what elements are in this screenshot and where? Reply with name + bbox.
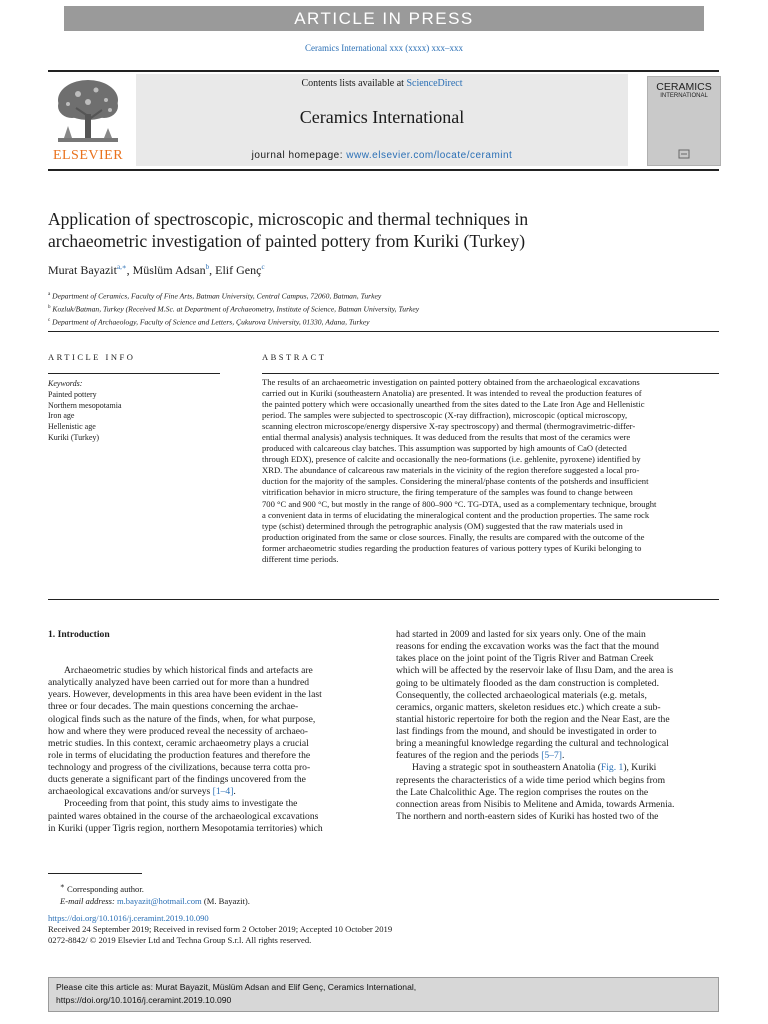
- article-title: [48, 208, 688, 252]
- cover-emblem-icon: [678, 149, 690, 159]
- body-line: connection areas from Nisibis to Melitene and Amida, towards Armenia.: [396, 798, 675, 810]
- email-owner: (M. Bayazit).: [201, 896, 250, 907]
- elsevier-wordmark: ELSEVIER: [52, 148, 124, 163]
- abstract-rule: [262, 373, 719, 374]
- body-line: Proceeding from that point, this study aims to investigate the: [64, 798, 298, 810]
- article-in-press-banner: ARTICLE IN PRESS: [64, 6, 704, 31]
- header-rule-top: [48, 70, 719, 72]
- keyword-item: Hellenistic age: [48, 422, 96, 432]
- abstract-line: former archaeometric studies regarding the production features of various pottery types of Kuriki belonging to: [262, 542, 642, 553]
- email-label: E-mail address:: [60, 896, 117, 907]
- abstract-heading: ABSTRACT: [262, 352, 327, 362]
- abstract-line: the painted pottery which were occasionally unearthed from the sites dated to the Late Iron Age and Hellenistic: [262, 399, 645, 410]
- body-line: last findings from the mound, and should be investigated in order to: [396, 726, 657, 737]
- abstract-line: ential thermal analysis) analysis techniques. It was deduced from the results that most of the ceramics were: [262, 432, 631, 443]
- body-line: painted wares obtained in the course of the archaeological excavations: [48, 810, 319, 822]
- body-line: how and where they were produced reveal the necessity of archaeo-: [48, 725, 308, 737]
- author-name[interactable]: Murat Bayazit: [48, 263, 117, 277]
- email-note: [48, 895, 688, 907]
- cover-title: CERAMICS: [656, 81, 712, 93]
- author-list: Murat Bayazit$^{a,∗}$, Müslüm Adsan$^b$, Elif Genç$^c$: [48, 263, 265, 277]
- body-line: which will be affected by the reservoir lake of Ilısu Dam, and the area is: [396, 665, 674, 677]
- affiliation-item: [48, 315, 708, 328]
- body-line: the Late Chalcolithic Age. The region comprises the routes on the: [396, 786, 649, 798]
- cite-text: [56, 981, 706, 1006]
- title-line-1: Application of spectroscopic, microscopic and thermal techniques in: [48, 209, 529, 229]
- keywords-block: [48, 379, 220, 444]
- header-rule-bottom: [48, 169, 719, 171]
- body-line: analytically analyzed have been carried out for more than a hundred: [48, 677, 310, 689]
- title-line-2: archaeometric investigation of painted pottery from Kuriki (Turkey): [48, 231, 526, 251]
- section-heading: 1. Introduction: [48, 629, 110, 640]
- body-line: stantial historic repertoire for both the region and the Near East, are the: [396, 713, 670, 725]
- keywords-label: Keywords:: [48, 379, 83, 388]
- footnotes: [48, 880, 688, 907]
- abstract-line: different time periods.: [262, 553, 339, 564]
- abstract-line: The results of an archaeometric investigation on painted pottery obtained from the archaeological excavations: [262, 377, 640, 387]
- affiliation-mark: a: [48, 292, 51, 297]
- body-line: ological finds such as the nature of the finds, when, for what purpose,: [48, 713, 316, 725]
- body-text: ), Kuriki: [623, 762, 657, 774]
- body-line: [396, 762, 719, 774]
- author-affiliation-mark[interactable]: a,∗: [116, 263, 127, 271]
- email-link[interactable]: m.bayazit@hotmail.com: [116, 896, 202, 907]
- abstract-line: duction for the majority of the samples. Considering the mineral/phase contents of the potsherds and insufficient: [262, 476, 649, 487]
- abstract-line: production originated from the same or close sources. Finally, the results are compared with the outcome of the: [262, 531, 645, 542]
- abstract-line: produced with calcareous clay batches. This assumption was supported by high amounts of CaO (detected: [262, 443, 627, 454]
- body-text: .: [561, 750, 565, 762]
- cite-doi-link[interactable]: https://doi.org/10.1016/j.ceramint.2019.10.090: [56, 994, 232, 1005]
- figure-link[interactable]: Fig. 1: [600, 762, 624, 774]
- body-line: reasons for ending the excavation works was the fact that the mound: [396, 641, 659, 653]
- keyword-item: Kuriki (Turkey): [48, 432, 100, 442]
- body-line: The northern and north-eastern sides of Kuriki has hosted two of the: [396, 810, 659, 822]
- author-name[interactable]: Müslüm Adsan: [132, 263, 206, 277]
- body-text: archaeological excavations and/or surveys: [48, 786, 213, 798]
- abstract-line: carried out in Kuriki (southeastern Anatolia) are presented. It was intended to reveal the production features of: [262, 388, 642, 399]
- corresponding-author-note: [48, 880, 688, 895]
- copyright-line: 0272-8842/ © 2019 Elsevier Ltd and Techna Group S.r.l. All rights reserved.: [48, 935, 312, 946]
- keyword-item: Painted pottery: [48, 389, 97, 399]
- affiliation-item: [48, 289, 708, 302]
- elsevier-logo: [48, 76, 128, 164]
- body-line: technology and progress of the civilizations, because terra cotta pro-: [48, 762, 311, 773]
- affiliation-mark: b: [48, 304, 51, 310]
- elsevier-tree-icon: [48, 76, 128, 148]
- body-line: going to be ultimately flooded as the dam construction is completed.: [396, 677, 659, 689]
- abstract-line: a convenient data in terms of elucidating the mineralogical content and the production properties. The same rock: [262, 509, 650, 520]
- reference-link[interactable]: [1–4]: [212, 786, 234, 798]
- abstract-bottom-rule: [48, 599, 719, 600]
- author-affiliation-mark[interactable]: b: [205, 263, 210, 271]
- body-line: years. However, developments in this area have been evident in the last: [48, 689, 322, 701]
- journal-reference-link[interactable]: Ceramics International xxx (xxxx) xxx–xxx: [305, 43, 463, 53]
- body-line: [396, 750, 719, 762]
- homepage-link[interactable]: www.elsevier.com/locate/ceramint: [346, 150, 513, 161]
- body-line: Archaeometric studies by which historical finds and artefacts are: [64, 665, 313, 676]
- sciencedirect-link[interactable]: ScienceDirect: [406, 78, 463, 89]
- abstract-line: type (schist) determined through the petrographic analysis (OM) suggested that the raw materials used in: [262, 520, 623, 531]
- body-line: in Kuriki (upper Tigris region, northern Mesopotamia territories) which: [48, 822, 323, 834]
- footnote-rule: [48, 873, 142, 874]
- abstract-line: XRD. The abundance of calcareous raw materials in the vicinity of the region therefore suggested a local pro-: [262, 465, 640, 476]
- article-info-rule: [48, 373, 220, 374]
- body-text: Having a strategic spot in southeastern Anatolia (: [412, 762, 601, 774]
- abstract-text: [262, 377, 719, 565]
- body-text: features of the region and the periods: [396, 750, 542, 762]
- keyword-item: Northern mesopotamia: [48, 400, 122, 410]
- body-line: metric studies. In this context, ceramic archaeometry plays a crucial: [48, 737, 309, 749]
- homepage-prefix: journal homepage:: [251, 150, 347, 161]
- affiliation-text: Kozluk/Batman, Turkey (Received M.Sc. at Department of Archaeometry, Institute of Science, Batman University, Turkey: [52, 304, 420, 314]
- history-line: Received 24 September 2019; Received in revised form 2 October 2019; Accepted 10 October 2019: [48, 924, 393, 935]
- cite-line-1: Please cite this article as: Murat Bayazit, Müslüm Adsan and Elif Genç, Ceramics International,: [56, 982, 417, 992]
- journal-cover-thumbnail[interactable]: [647, 76, 721, 166]
- affiliation-item: [48, 302, 708, 315]
- keyword-item: Iron age: [48, 411, 75, 421]
- body-line: three or four decades. The main questions concerning the archae-: [48, 701, 299, 713]
- body-text: .: [233, 786, 236, 798]
- body-column-left: [48, 629, 373, 835]
- body-line: ceramics, organic matters, skeleton residues etc.) which create a sub-: [396, 701, 661, 713]
- body-line: role in terms of elucidating the production features and therefore the: [48, 749, 311, 761]
- article-info-heading: ARTICLE INFO: [48, 352, 136, 362]
- body-line: takes place on the joint point of the Tigris River and Batman Creek: [396, 653, 654, 665]
- author-name[interactable]: Elif Genç: [215, 263, 262, 277]
- body-line: represents the characteristics of a wide time period which begins from: [396, 774, 666, 786]
- corresponding-mark: ∗: [60, 882, 65, 890]
- cover-subtitle: INTERNATIONAL: [660, 93, 708, 99]
- contents-prefix: Contents lists available at: [301, 78, 407, 89]
- journal-name: Ceramics International: [299, 107, 465, 127]
- author-affiliation-mark[interactable]: c: [261, 263, 265, 271]
- publication-info: [48, 913, 688, 947]
- abstract-line: 700 °C and 900 °C, but mostly in the range of 800–900 °C. TG-DTA, used as a complementary technique, brought: [262, 498, 657, 509]
- abstract-line: period. The samples were subjected to spectroscopic (X-ray diffraction), microscopic (optical microscopy,: [262, 410, 628, 421]
- journal-homepage-line: [136, 150, 628, 161]
- affiliation-text: Department of Archaeology, Faculty of Science and Letters, Çukurova University, 01330, Adana, Turkey: [52, 317, 370, 327]
- body-line: bring a meaningful knowledge regarding the cultural and technological: [396, 738, 669, 750]
- body-line: ducts generate a significant part of the findings uncovered from the: [48, 774, 306, 786]
- affiliation-mark: c: [48, 317, 51, 323]
- affiliation-text: Department of Ceramics, Faculty of Fine Arts, Batman University, Central Campus, 72060, Batman, Turkey: [52, 291, 382, 301]
- title-rule: [48, 331, 719, 332]
- abstract-line: vitrification behavior in micro structure, the firing temperature of the samples was found to change between: [262, 487, 633, 498]
- affiliation-list: [48, 289, 708, 327]
- doi-link[interactable]: https://doi.org/10.1016/j.ceramint.2019.10.090: [48, 913, 209, 923]
- reference-link[interactable]: [5–7]: [541, 750, 562, 762]
- contents-lists-line: [136, 78, 628, 89]
- body-line: [48, 786, 373, 798]
- abstract-line: scanning electron microscope/energy dispersive X-ray spectroscopy) and thermal (thermogravimetric-differ-: [262, 421, 636, 432]
- corresponding-text: Corresponding author.: [67, 883, 144, 894]
- body-line: had started in 2009 and lasted for six years only. One of the main: [396, 629, 646, 640]
- body-line: Consequently, the collected archaeological materials (e.g. metals,: [396, 689, 647, 701]
- body-column-right: [396, 629, 719, 823]
- abstract-line: through EDX), presence of calcite and occasionally the neo-formations (i.e. gehlenite, pyroxene) identified by: [262, 454, 641, 465]
